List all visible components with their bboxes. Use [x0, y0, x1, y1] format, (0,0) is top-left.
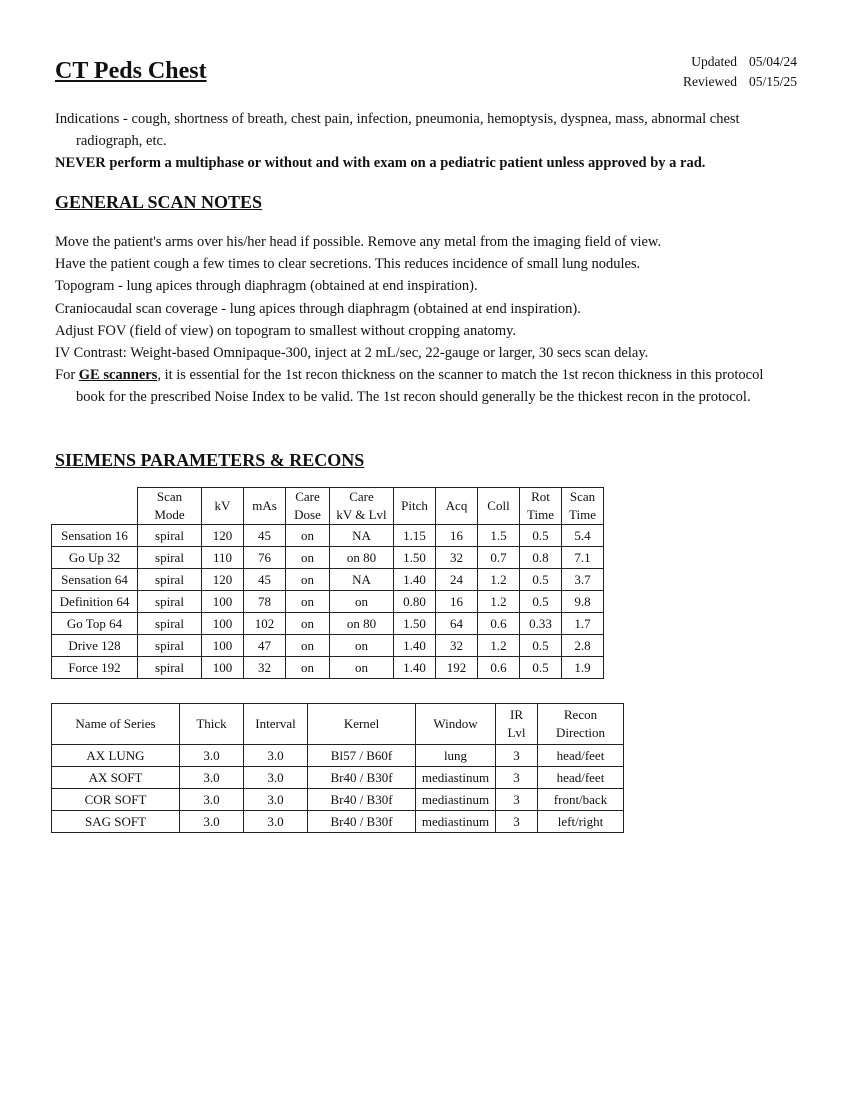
header-text: Thick — [196, 716, 227, 731]
table-row — [52, 657, 604, 679]
table-cell: 32 — [244, 657, 286, 679]
table-cell: on — [330, 635, 394, 657]
ge-scanner-note — [55, 364, 795, 408]
table-cell: 1.5 — [478, 525, 520, 547]
header-text: Interval — [255, 716, 296, 731]
pediatric-warning: NEVER perform a multiphase or without and with exam on a pediatric patient unless approved by a rad. — [55, 155, 706, 171]
table-row — [52, 613, 604, 635]
table-cell: front/back — [538, 789, 624, 811]
table-cell: 3 — [496, 745, 538, 767]
table-cell: spiral — [138, 547, 202, 569]
column-header — [202, 488, 244, 525]
header-text: Acq — [445, 498, 468, 513]
table-cell: spiral — [138, 569, 202, 591]
table-cell: 1.40 — [394, 657, 436, 679]
table-cell: 7.1 — [562, 547, 604, 569]
table-cell: 100 — [202, 635, 244, 657]
header-text: Rot — [531, 489, 550, 504]
header-text: Lvl — [507, 725, 526, 740]
table-cell: 0.80 — [394, 591, 436, 613]
revision-dates — [683, 52, 797, 92]
table-cell: 24 — [436, 569, 478, 591]
ge-scanners-emphasis: GE scanners — [78, 367, 158, 384]
column-header — [244, 704, 308, 745]
table-row — [52, 789, 624, 811]
series-name: AX LUNG — [52, 745, 180, 767]
table-cell: spiral — [138, 525, 202, 547]
table-cell: lung — [416, 745, 496, 767]
table-cell: head/feet — [538, 767, 624, 789]
table-row — [52, 547, 604, 569]
table-cell: 0.6 — [478, 657, 520, 679]
table-cell: 192 — [436, 657, 478, 679]
table-cell: 3.0 — [244, 811, 308, 833]
header-text: Coll — [487, 498, 510, 513]
scanner-name: Sensation 64 — [52, 569, 138, 591]
general-scan-notes-heading: GENERAL SCAN NOTES — [55, 192, 263, 212]
note-line: Have the patient cough a few times to clear secretions. This reduces incidence of small lung nodules. — [55, 256, 641, 273]
table-cell: 1.15 — [394, 525, 436, 547]
table-cell: on — [330, 657, 394, 679]
table-cell: 16 — [436, 525, 478, 547]
table-cell: 120 — [202, 525, 244, 547]
header-text: kV & Lvl — [336, 507, 387, 522]
indications-text: Indications - cough, shortness of breath, chest pain, infection, pneumonia, hemoptysis, dyspnea, mass, abnormal chest radiograph, etc. — [55, 111, 740, 149]
note-line: Adjust FOV (field of view) on topogram to smallest without cropping anatomy. — [55, 322, 517, 339]
table-cell: 0.5 — [520, 657, 562, 679]
column-header — [244, 488, 286, 525]
table-cell: spiral — [138, 613, 202, 635]
table-cell: on — [286, 569, 330, 591]
siemens-parameters-table — [51, 487, 604, 679]
table-cell: on — [286, 547, 330, 569]
scanner-name: Sensation 16 — [52, 525, 138, 547]
header-text: Scan — [569, 489, 596, 504]
table-cell: 45 — [244, 569, 286, 591]
header-text: Care — [295, 489, 320, 504]
header-text: Recon — [563, 707, 598, 722]
table-cell: 3.0 — [244, 767, 308, 789]
table-cell: 1.9 — [562, 657, 604, 679]
table-cell: 1.50 — [394, 613, 436, 635]
table-cell: 3 — [496, 789, 538, 811]
table-cell: 1.40 — [394, 635, 436, 657]
header-blank — [52, 488, 138, 525]
table-cell: 16 — [436, 591, 478, 613]
series-name: SAG SOFT — [52, 811, 180, 833]
ge-note-prefix: For — [55, 367, 79, 384]
table-cell: on — [286, 635, 330, 657]
header-text: Mode — [154, 507, 185, 522]
series-name: COR SOFT — [52, 789, 180, 811]
table-cell: Br40 / B30f — [308, 789, 416, 811]
table-row — [52, 525, 604, 547]
reviewed-label: Reviewed — [683, 74, 737, 89]
table-cell: 100 — [202, 613, 244, 635]
table-cell: on — [286, 657, 330, 679]
siemens-heading: SIEMENS PARAMETERS & RECONS — [55, 450, 365, 470]
series-name: AX SOFT — [52, 767, 180, 789]
column-header — [394, 488, 436, 525]
column-header — [308, 704, 416, 745]
table-cell: NA — [330, 569, 394, 591]
scanner-name: Drive 128 — [52, 635, 138, 657]
table-cell: on 80 — [330, 547, 394, 569]
table-cell: 0.6 — [478, 613, 520, 635]
updated-date: 05/04/24 — [748, 54, 797, 69]
table-header-row — [52, 488, 604, 525]
table-cell: 0.33 — [520, 613, 562, 635]
column-header — [330, 488, 394, 525]
table-cell: 32 — [436, 635, 478, 657]
header-text: mAs — [252, 498, 277, 513]
header-text: Dose — [294, 507, 321, 522]
indications-section — [55, 108, 795, 174]
note-line: Move the patient's arms over his/her head if possible. Remove any metal from the imaging field of view. — [55, 234, 662, 250]
column-header — [416, 704, 496, 745]
table-cell: on 80 — [330, 613, 394, 635]
column-header — [180, 704, 244, 745]
header-text: IR — [510, 707, 523, 722]
table-row — [52, 591, 604, 613]
table-cell: mediastinum — [416, 767, 496, 789]
table-cell: 3.0 — [244, 745, 308, 767]
table-cell: 0.5 — [520, 525, 562, 547]
table-cell: 1.2 — [478, 635, 520, 657]
table-cell: spiral — [138, 591, 202, 613]
column-header — [52, 704, 180, 745]
table-row — [52, 745, 624, 767]
table-row — [52, 811, 624, 833]
column-header — [286, 488, 330, 525]
table-cell: 0.5 — [520, 591, 562, 613]
table-cell: 3.0 — [180, 789, 244, 811]
table-cell: 110 — [202, 547, 244, 569]
table-cell: Bl57 / B60f — [308, 745, 416, 767]
header-text: Pitch — [401, 498, 428, 513]
table-cell: 2.8 — [562, 635, 604, 657]
header-text: Direction — [555, 725, 606, 740]
page-title: CT Peds Chest — [55, 58, 207, 84]
table-row — [52, 767, 624, 789]
table-cell: 0.7 — [478, 547, 520, 569]
table-cell: Br40 / B30f — [308, 811, 416, 833]
scanner-name: Go Up 32 — [52, 547, 138, 569]
table-row — [52, 569, 604, 591]
table-header-row — [52, 704, 624, 745]
column-header — [520, 488, 562, 525]
table-cell: 1.7 — [562, 613, 604, 635]
header-text: Care — [349, 489, 374, 504]
table-cell: 47 — [244, 635, 286, 657]
table-cell: 1.2 — [478, 591, 520, 613]
general-scan-notes — [55, 231, 795, 409]
column-header — [496, 704, 538, 745]
table-cell: 120 — [202, 569, 244, 591]
reviewed-date: 05/15/25 — [748, 74, 797, 89]
table-cell: 0.8 — [520, 547, 562, 569]
updated-label: Updated — [691, 54, 737, 69]
scanner-name: Definition 64 — [52, 591, 138, 613]
header-text: Scan — [156, 489, 183, 504]
note-line: Craniocaudal scan coverage - lung apices through diaphragm (obtained at end inspiration). — [55, 300, 581, 317]
table-cell: 0.5 — [520, 635, 562, 657]
table-cell: 0.5 — [520, 569, 562, 591]
table-cell: 100 — [202, 657, 244, 679]
ge-note-text: , it is essential for the 1st recon thickness on the scanner to match the 1st recon thickness in this protocol book for the prescribed Noise Index to be valid. The 1st recon should generally be the thickest recon in the protocol. — [76, 367, 764, 406]
note-line: IV Contrast: Weight-based Omnipaque-300, inject at 2 mL/sec, 22-gauge or larger, 30 secs scan delay. — [55, 345, 649, 362]
table-cell: 32 — [436, 547, 478, 569]
header-text: Window — [433, 716, 478, 731]
table-cell: 45 — [244, 525, 286, 547]
column-header — [562, 488, 604, 525]
table-cell: 5.4 — [562, 525, 604, 547]
table-cell: on — [286, 591, 330, 613]
table-cell: 78 — [244, 591, 286, 613]
table-cell: spiral — [138, 657, 202, 679]
table-cell: on — [286, 613, 330, 635]
column-header — [138, 488, 202, 525]
table-cell: 3 — [496, 767, 538, 789]
table-cell: 64 — [436, 613, 478, 635]
table-cell: head/feet — [538, 745, 624, 767]
table-cell: 3.0 — [180, 767, 244, 789]
table-cell: mediastinum — [416, 789, 496, 811]
column-header — [436, 488, 478, 525]
table-cell: 1.50 — [394, 547, 436, 569]
column-header — [538, 704, 624, 745]
header-text: Time — [527, 507, 554, 522]
table-cell: 3.7 — [562, 569, 604, 591]
note-line: Topogram - lung apices through diaphragm (obtained at end inspiration). — [55, 278, 478, 295]
table-cell: 3 — [496, 811, 538, 833]
scanner-name: Go Top 64 — [52, 613, 138, 635]
column-header — [478, 488, 520, 525]
table-row — [52, 635, 604, 657]
table-cell: left/right — [538, 811, 624, 833]
table-cell: 1.40 — [394, 569, 436, 591]
table-cell: 3.0 — [180, 745, 244, 767]
recon-series-table — [51, 703, 624, 833]
table-cell: mediastinum — [416, 811, 496, 833]
table-cell: spiral — [138, 635, 202, 657]
table-cell: 102 — [244, 613, 286, 635]
header-text: Name of Series — [75, 716, 156, 731]
table-cell: 3.0 — [244, 789, 308, 811]
table-cell: 1.2 — [478, 569, 520, 591]
table-cell: Br40 / B30f — [308, 767, 416, 789]
header-text: Kernel — [343, 716, 380, 731]
table-cell: 76 — [244, 547, 286, 569]
table-cell: NA — [330, 525, 394, 547]
table-cell: 9.8 — [562, 591, 604, 613]
header-text: kV — [214, 498, 231, 513]
header-text: Time — [569, 507, 596, 522]
table-cell: on — [330, 591, 394, 613]
table-cell: 3.0 — [180, 811, 244, 833]
scanner-name: Force 192 — [52, 657, 138, 679]
table-cell: 100 — [202, 591, 244, 613]
table-cell: on — [286, 525, 330, 547]
